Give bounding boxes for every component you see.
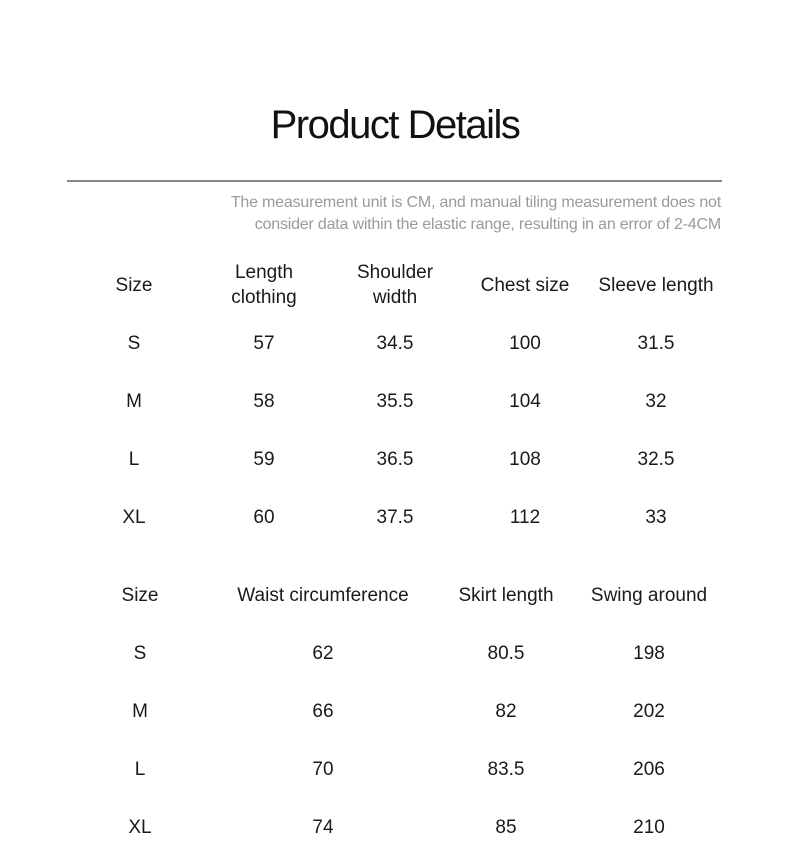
table-cell: XL (128, 817, 152, 838)
table-cell: 83.5 (487, 759, 525, 780)
table-cell: 58 (253, 391, 275, 412)
table-cell: 36.5 (376, 449, 414, 470)
table-cell: 104 (509, 391, 541, 412)
table-cell: L (134, 759, 146, 780)
table-cell: 32 (645, 391, 667, 412)
top-header-shoulder-line1: Shoulder (356, 262, 434, 283)
top-header-chest-size (481, 273, 570, 298)
table-cell: 32.5 (637, 449, 675, 470)
page-title: Product Details (270, 103, 520, 147)
table-cell: 74 (312, 817, 334, 838)
measurement-note-line-1: The measurement unit is CM, and manual tiling measurement does not (230, 194, 721, 211)
table-cell: M (132, 701, 148, 722)
top-header-chest-label: Chest size (480, 275, 570, 296)
table-cell: 70 (312, 759, 334, 780)
bottom-header-skirt-length: Skirt length (458, 585, 554, 606)
table-cell: 206 (633, 759, 665, 780)
top-header-shoulder-width (357, 260, 433, 310)
table-cell: S (127, 333, 141, 354)
table-cell: 82 (495, 701, 517, 722)
top-header-sleeve-length (598, 273, 713, 298)
table-cell: 57 (253, 333, 275, 354)
table-cell: 66 (312, 701, 334, 722)
table-cell: XL (122, 507, 146, 528)
top-header-sleeve-label: Sleeve length (598, 275, 714, 296)
table-cell: 112 (509, 507, 541, 528)
table-cell: 80.5 (487, 643, 525, 664)
table-cell: 60 (253, 507, 275, 528)
table-cell: 210 (633, 817, 665, 838)
measurement-note (141, 192, 721, 236)
bottom-header-size: Size (121, 585, 159, 606)
bottom-header-waist-circumference: Waist circumference (237, 585, 409, 606)
table-cell: 37.5 (376, 507, 414, 528)
table-cell: 108 (509, 449, 541, 470)
top-header-size (116, 273, 153, 298)
top-header-shoulder-line2: width (372, 287, 418, 308)
bottom-header-swing-around: Swing around (590, 585, 708, 606)
table-cell: 100 (509, 333, 541, 354)
table-cell: 34.5 (376, 333, 414, 354)
table-cell: L (128, 449, 140, 470)
table-cell: 62 (312, 643, 334, 664)
table-cell: 35.5 (376, 391, 414, 412)
top-header-size-label: Size (115, 275, 153, 296)
measurement-note-line-2: consider data within the elastic range, resulting in an error of 2-4CM (254, 216, 721, 233)
top-header-length-clothing (231, 260, 297, 310)
table-cell: 31.5 (637, 333, 675, 354)
table-cell: S (133, 643, 147, 664)
table-cell: 198 (633, 643, 665, 664)
top-header-length-line1: Length (234, 262, 294, 283)
top-header-length-line2: clothing (231, 287, 297, 308)
table-cell: 33 (645, 507, 667, 528)
table-cell: 85 (495, 817, 517, 838)
table-cell: M (126, 391, 142, 412)
divider (67, 180, 722, 182)
table-cell: 59 (253, 449, 275, 470)
table-cell: 202 (633, 701, 665, 722)
